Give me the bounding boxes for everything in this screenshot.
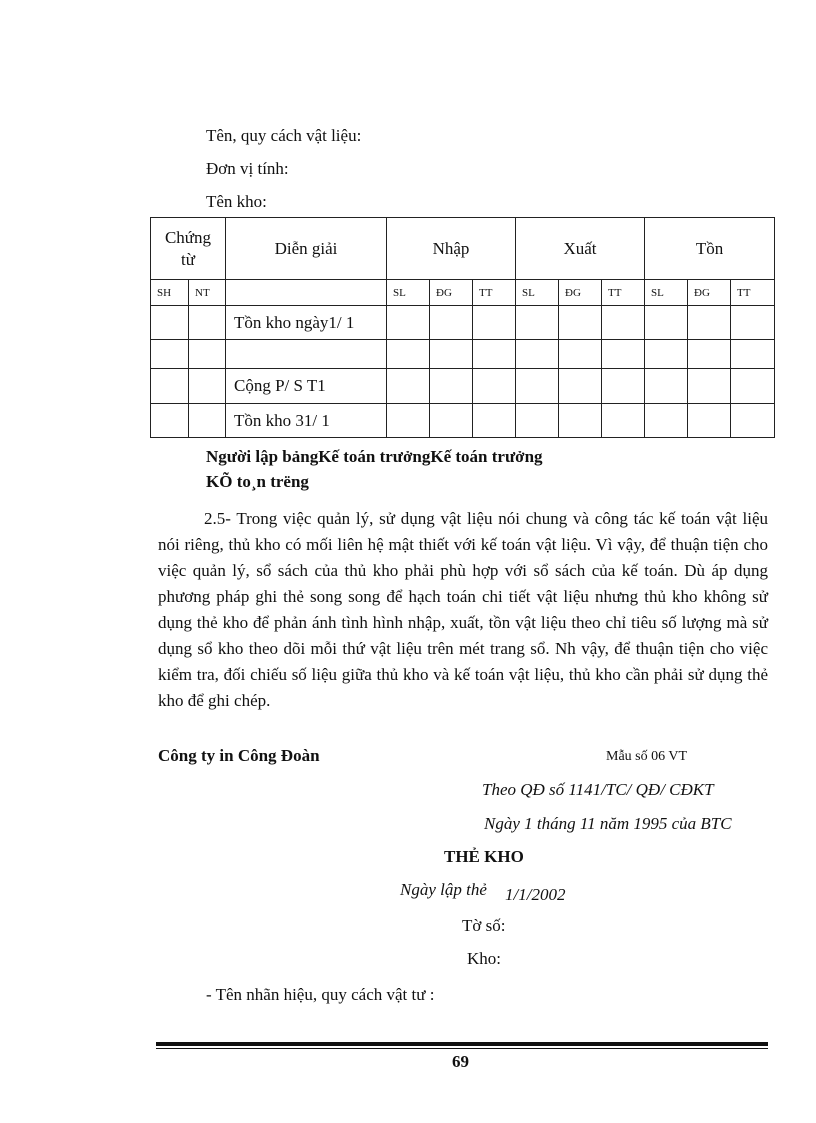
table-row (151, 306, 775, 340)
card-date-label: Ngày lập thẻ (400, 880, 487, 899)
card-title: THẺ KHO (444, 847, 524, 866)
col-sl: SL (516, 280, 559, 306)
decision-reference: Theo QĐ số 1141/TC/ QĐ/ CĐKT (482, 780, 714, 799)
voucher-header: Chứng từ (151, 218, 226, 280)
col-tt: TT (473, 280, 516, 306)
row-description: Tồn kho 31/ 1 (226, 404, 387, 438)
balance-header: Tồn (645, 218, 775, 280)
signature-line-1: Người lập bảngKế toán trưởngKế toán trưởng (206, 447, 543, 466)
description-header: Diễn giải (226, 218, 387, 280)
col-dg: ĐG (430, 280, 473, 306)
table-row (151, 369, 775, 404)
decision-date: Ngày 1 tháng 11 năm 1995 của BTC (484, 814, 732, 833)
material-name-label: Tên, quy cách vật liệu: (206, 126, 362, 145)
col-sl: SL (387, 280, 430, 306)
col-tt: TT (731, 280, 775, 306)
company-name: Công ty in Công Đoàn (158, 746, 320, 765)
col-dg: ĐG (559, 280, 602, 306)
table-row (151, 340, 775, 369)
card-date-value: 1/1/2002 (505, 885, 566, 904)
warehouse-label: Tên kho: (206, 192, 267, 211)
col-dg: ĐG (688, 280, 731, 306)
col-sh: SH (151, 280, 189, 306)
row-description: Tồn kho ngày1/ 1 (226, 306, 387, 340)
footer-rule-thin (156, 1048, 768, 1049)
unit-label: Đơn vị tính: (206, 159, 289, 178)
item-line: - Tên nhãn hiệu, quy cách vật tư : (206, 985, 435, 1004)
col-tt: TT (602, 280, 645, 306)
sheet-number: Tờ số: (462, 916, 506, 935)
row-description (226, 340, 387, 369)
form-code: Mẫu số 06 VT (606, 749, 688, 764)
kho-label: Kho: (467, 949, 501, 968)
import-header: Nhập (387, 218, 516, 280)
signature-line-2: KÕ to¸n trëng (206, 472, 309, 491)
body-paragraph (158, 506, 768, 714)
col-sl: SL (645, 280, 688, 306)
paragraph-text: 2.5- Trong việc quản lý, sử dụng vật liệu nói chung và công tác kế toán vật liệu nói riêng, thủ kho có mối liên hệ mật thiết với kế toán vật liệu. Vì vậy, để thuận tiện cho việc quản lý, sổ sách của thủ kho phải phù hợp với sổ sách của kế toán. Dù áp dụng phương pháp ghi thẻ song song để hạch toán chi tiết vật liệu nhưng thủ kho không sử dụng thẻ kho để phản ánh tình hình nhập, xuất, tồn vật liệu theo chỉ tiêu số lượng mà sử dụng sổ kho theo dõi mỗi thứ vật liệu trên mét trang sổ. Nh vậy, để thuận tiện cho việc kiểm tra, đối chiếu số liệu giữa thủ kho và kế toán vật liệu, thủ kho cần phải sử dụng thẻ kho để ghi chép. (158, 509, 768, 710)
footer-rule-thick (156, 1042, 768, 1046)
table-row (151, 404, 775, 438)
col-nt: NT (189, 280, 226, 306)
row-description: Cộng P/ S T1 (226, 369, 387, 404)
col-desc-empty (226, 280, 387, 306)
inventory-ledger-table (150, 217, 775, 438)
export-header: Xuất (516, 218, 645, 280)
page-number: 69 (452, 1052, 469, 1071)
